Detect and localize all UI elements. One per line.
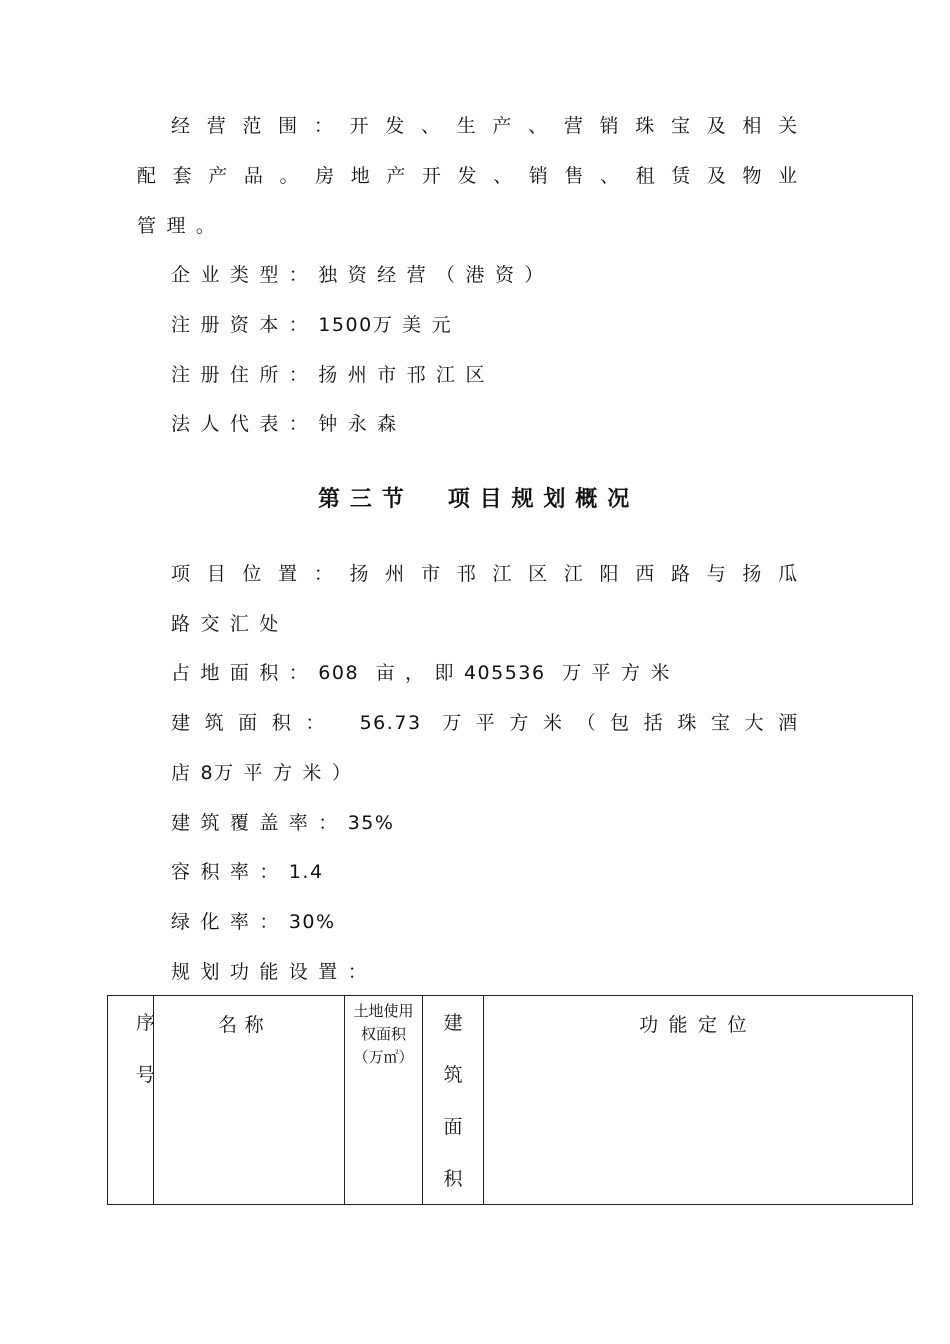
section-heading (318, 486, 639, 514)
header-building-area (423, 996, 484, 1205)
green-label: 绿化率： (171, 911, 289, 933)
enterprise-type: 企业类型：独资经营（港资） (171, 264, 554, 286)
section-title: 项目规划概况 (447, 487, 640, 512)
building-area-value: 56.73 (359, 712, 422, 734)
building-area-line1 (137, 711, 799, 735)
header-build-char-4: 积 (443, 1168, 463, 1190)
header-land-area (345, 996, 423, 1205)
building-area-line2-a: 店 (171, 762, 201, 784)
business-scope-line1: 经营范围：开发、生产、营销珠宝及相关 (171, 115, 799, 137)
header-function (484, 996, 913, 1205)
land-area-mid: 亩，即 (375, 662, 464, 684)
planning-table (107, 995, 913, 1205)
business-scope-line2: 配套产品。房地产开发、销售、租赁及物业 (137, 165, 799, 187)
far-label: 容积率： (171, 861, 289, 883)
registered-address: 注册住所：扬州市邗江区 (171, 364, 495, 386)
land-area-label: 占地面积： (171, 662, 319, 684)
header-name (154, 996, 345, 1205)
header-name-text: 名称 (218, 1014, 272, 1036)
green-value: 30% (288, 911, 336, 933)
coverage-label: 建筑覆盖率： (171, 812, 348, 834)
land-area-unit: 万平方米 (562, 662, 680, 684)
capital-value: 1500 (318, 314, 373, 336)
header-function-text: 功能定位 (639, 1014, 757, 1036)
coverage-value: 35% (347, 812, 395, 834)
header-land-area-text: 土地使用权面积（万㎡） (353, 1002, 414, 1066)
capital-unit: 万美元 (372, 314, 462, 336)
header-build-char-1: 建 (443, 1012, 463, 1034)
floor-area-ratio (171, 860, 324, 884)
building-area-rest: 万平方米（包括珠宝大酒 (442, 712, 799, 734)
section-number: 第三节 (318, 487, 414, 512)
registered-capital (171, 313, 461, 337)
legal-representative: 法人代表：钟永森 (171, 413, 407, 435)
building-area-line2-b: 万平方米） (214, 762, 362, 784)
land-area-value2: 405536 (463, 662, 546, 684)
land-area-value: 608 (318, 662, 360, 684)
green-ratio (171, 910, 336, 934)
header-build-char-3: 面 (443, 1116, 463, 1138)
land-area (171, 661, 680, 685)
building-area-label: 建筑面积： (171, 712, 339, 734)
building-area-line2-value: 8 (200, 762, 215, 784)
header-seq (108, 996, 154, 1205)
building-area-line2 (171, 761, 361, 785)
building-coverage (171, 811, 395, 835)
far-value: 1.4 (288, 861, 324, 883)
capital-label: 注册资本： (171, 314, 319, 336)
table-header-row (108, 996, 913, 1205)
header-build-char-2: 筑 (443, 1064, 463, 1086)
project-location-line2: 路交汇处 (171, 613, 289, 635)
header-seq-char-1: 序 (136, 1012, 156, 1034)
function-setup-label: 规划功能设置： (171, 961, 378, 983)
header-seq-char-2: 号 (136, 1064, 156, 1086)
business-scope-line3: 管理。 (137, 215, 226, 237)
project-location-line1: 项目位置：扬州市邗江区江阳西路与扬瓜 (171, 563, 799, 585)
